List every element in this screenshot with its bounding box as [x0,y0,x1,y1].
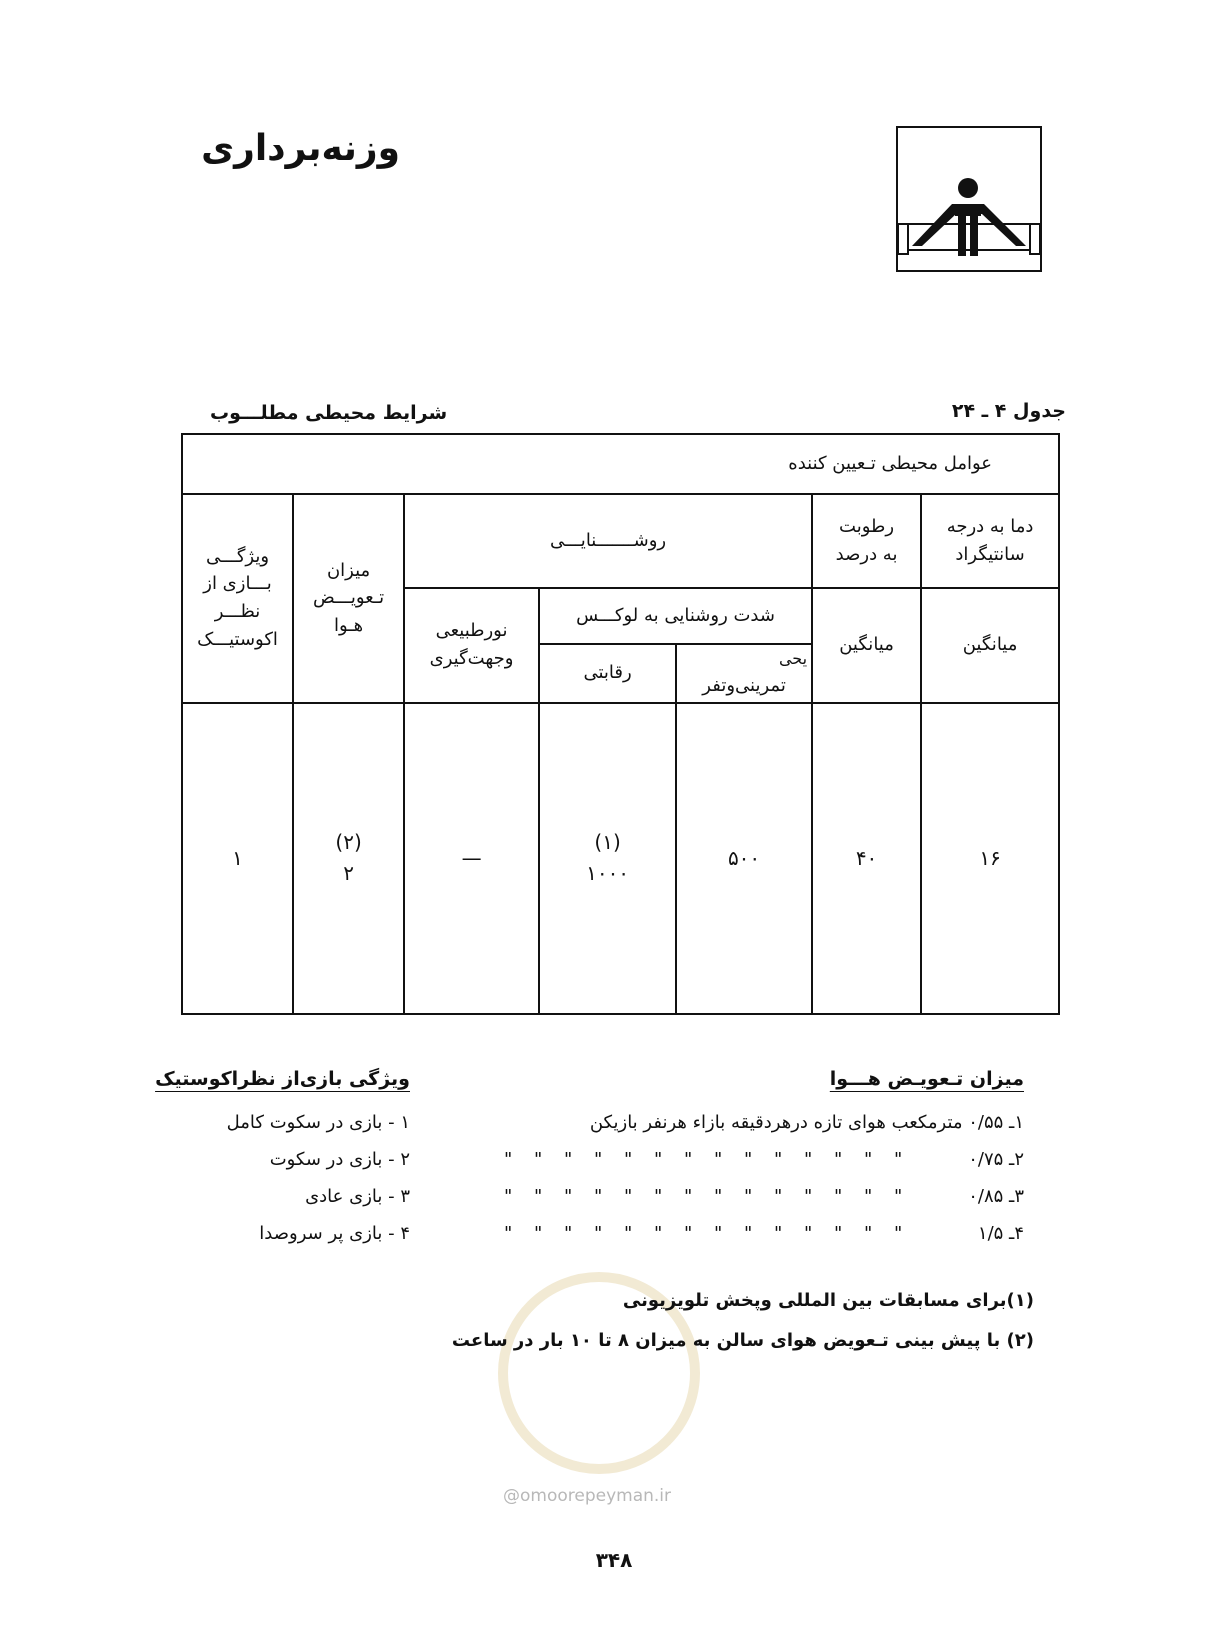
watermark-text: @omoorepeyman.ir [503,1486,672,1506]
cell-humidity: ۴۰ [812,703,921,1014]
sub-competition: رقابتی [539,644,676,703]
sub-light-intensity: شدت روشنایی به لوکـــس [539,588,812,644]
table-label: جدول ۴ ـ ۲۴ [951,400,1066,422]
list-item: ۲ـ ۰/۷۵ " " " " " " " " " " " " " " [504,1149,1024,1170]
cell-air: (۲) ۲ [293,703,404,1014]
page-title: وزنه‌برداری [201,128,400,169]
sub-natural-light: نورطبیعی وجهت‌گیری [404,588,539,703]
col-acoustic-header: ویژگـــی بـــازی از نظـــر اکوستیـــک [182,494,293,703]
main-header: عوامل محیطی تـعیین کننده [182,434,1059,494]
list-item: ۱ - بازی در سکوت کامل [226,1112,410,1133]
list-item: ۳ - بازی عادی [305,1186,410,1207]
list-item: ۳ـ ۰/۸۵ " " " " " " " " " " " " " " [504,1186,1024,1207]
footnote-1: (۱)برای مسابقات بین المللی وپخش تلویزیونی [622,1290,1034,1311]
cell-acoustic: ۱ [182,703,293,1014]
col-temp-header: دما به درجه سانتیگراد [921,494,1059,588]
weightlifter-icon [896,126,1042,272]
cell-competition: (۱) ۱۰۰۰ [539,703,676,1014]
acoustic-section-heading: ویژگی بازی‌از نظراکوستیک [155,1068,410,1090]
list-item: ۴ - بازی پر سروصدا [259,1223,410,1244]
sub-temp-average: میانگین [921,588,1059,703]
list-item: ۲ - بازی در سکوت [269,1149,410,1170]
cell-temp: ۱۶ [921,703,1059,1014]
col-humidity-header: رطوبت به درصد [812,494,921,588]
footnote-2: (۲) با پیش بینی تـعویض هوای سالن به میزان ۸ تا ۱۰ بار در ساعت [451,1330,1034,1351]
cell-natural: — [404,703,539,1014]
cell-training: ۵۰۰ [676,703,812,1014]
page-number: ۳۴۸ [595,1548,633,1572]
air-list [504,1112,1024,1260]
sub-training: یحی تمرینی‌وتفر [676,644,812,703]
list-item: ۴ـ ۱/۵ " " " " " " " " " " " " " " [504,1223,1024,1244]
col-air-header: میزان تـعویـــض هـوا [293,494,404,703]
list-item: ۱ـ ۰/۵۵ مترمکعب هوای تازه درهردقیقه بازاء هرنفر بازیکن [589,1112,1024,1133]
environment-table [181,433,1058,1015]
col-lighting-header: روشـــــــنایـــی [404,494,812,588]
acoustic-list [227,1112,410,1260]
sub-humidity-average: میانگین [812,588,921,703]
table-title: شرایط محیطی مطلـــوب [210,402,448,424]
air-section-heading: میزان تـعویـض هـــوا [829,1068,1024,1090]
footnotes [452,1290,1034,1370]
